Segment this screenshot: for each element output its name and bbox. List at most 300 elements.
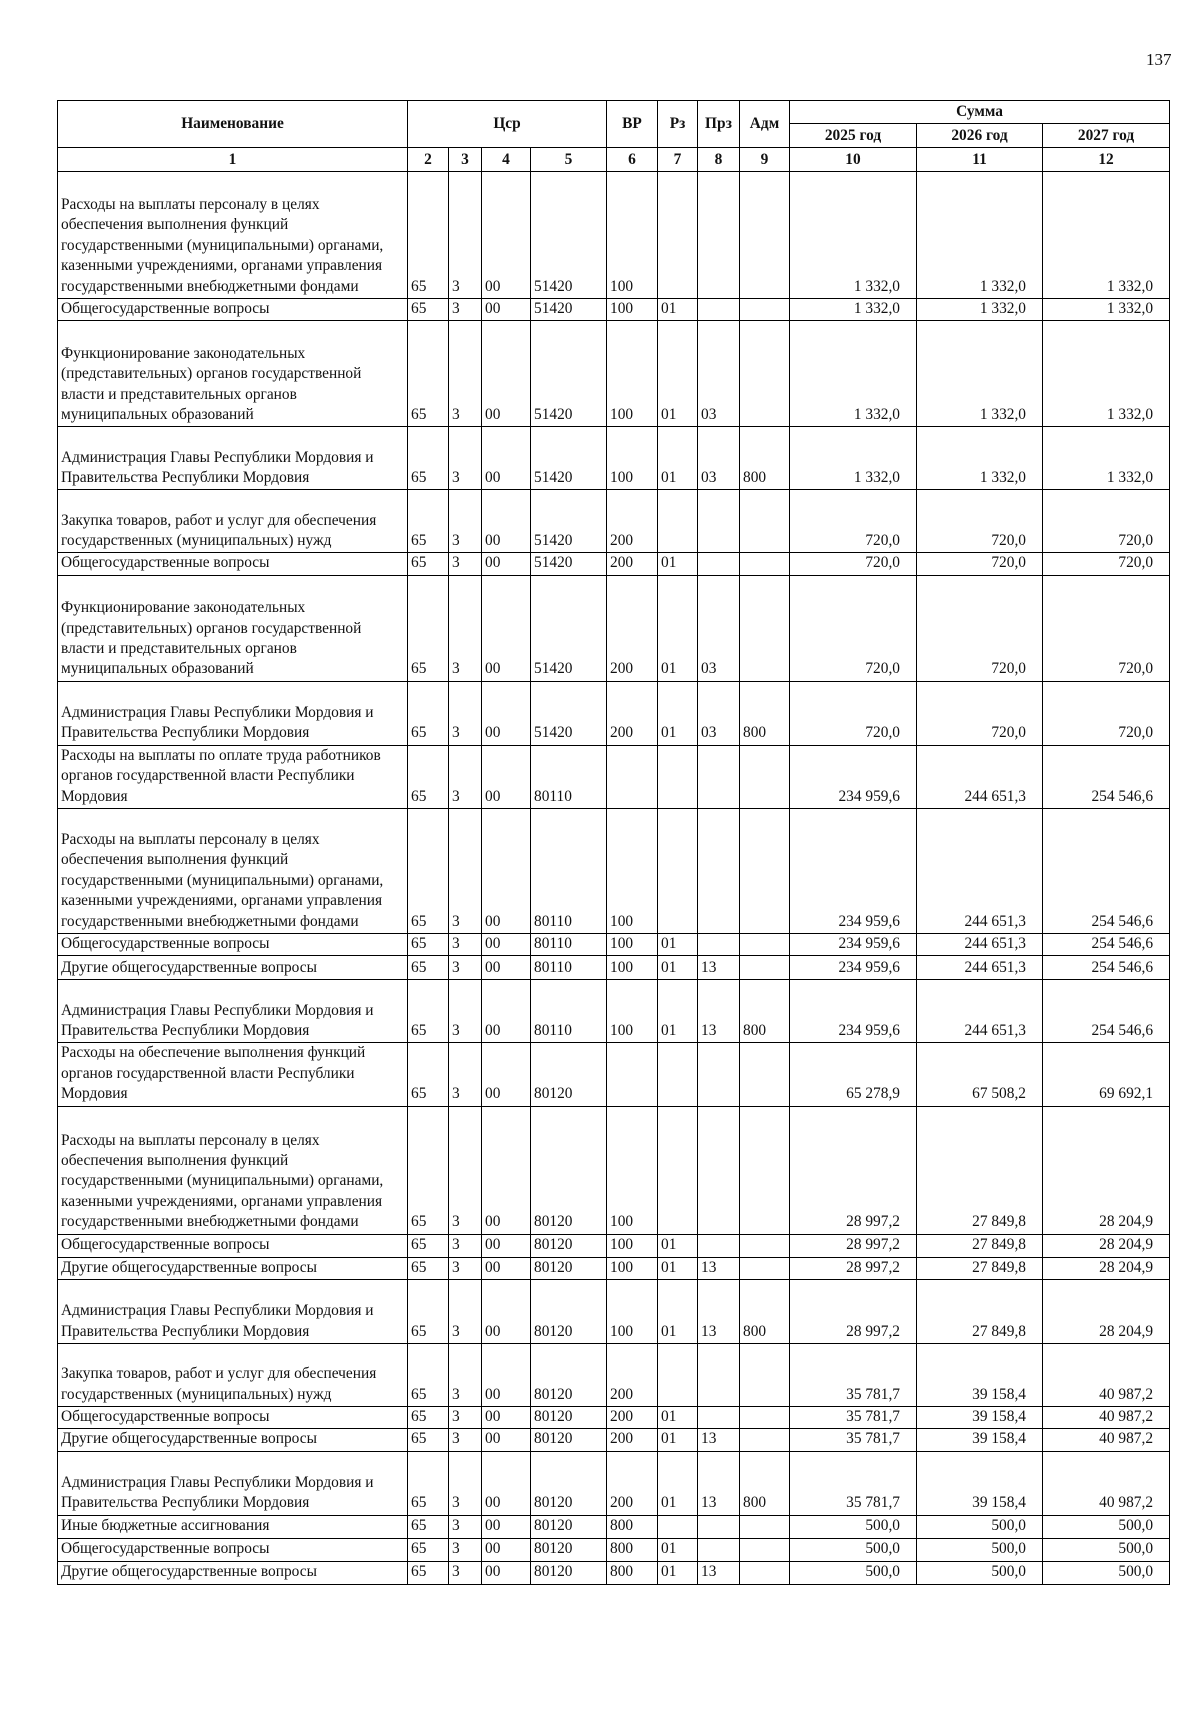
vr-cell: 200 [607,681,658,745]
prz-cell [698,934,740,956]
sum-2026-cell: 27 849,8 [917,1280,1043,1344]
csr-part-4-cell: 51420 [531,427,607,490]
rz-cell: 01 [658,1561,698,1584]
row-name-cell: Администрация Главы Республики Мордовия и Правительства Республики Мордовия [58,980,408,1043]
csr-part-3-cell: 00 [482,172,531,299]
prz-cell [698,745,740,808]
csr-part-1-cell: 65 [408,1234,449,1257]
csr-part-3-cell: 00 [482,575,531,681]
sum-2026-cell: 500,0 [917,1538,1043,1561]
row-name-cell: Другие общегосударственные вопросы [58,1257,408,1279]
prz-cell: 03 [698,575,740,681]
adm-cell [740,1043,790,1106]
csr-part-1-cell: 65 [408,1043,449,1106]
row-name-cell: Другие общегосударственные вопросы [58,956,408,980]
sum-2025-cell: 1 332,0 [790,321,917,427]
sum-2025-cell: 720,0 [790,575,917,681]
table-row [58,934,1170,956]
sum-2027-cell: 69 692,1 [1043,1043,1170,1106]
adm-cell [740,1106,790,1234]
csr-part-2-cell: 3 [449,575,482,681]
csr-part-2-cell: 3 [449,809,482,934]
table-row [58,1106,1170,1234]
header-name: Наименование [58,101,408,148]
prz-cell: 13 [698,1451,740,1515]
csr-part-3-cell: 00 [482,809,531,934]
adm-cell: 800 [740,1280,790,1344]
sum-2027-cell: 254 546,6 [1043,980,1170,1043]
vr-cell: 800 [607,1538,658,1561]
csr-part-2-cell: 3 [449,1043,482,1106]
sum-2026-cell: 39 158,4 [917,1429,1043,1451]
sum-2026-cell: 27 849,8 [917,1106,1043,1234]
sum-2026-cell: 720,0 [917,681,1043,745]
budget-table [57,100,1170,1585]
csr-part-1-cell: 65 [408,575,449,681]
row-name-cell: Администрация Главы Республики Мордовия и Правительства Республики Мордовия [58,681,408,745]
sum-2027-cell: 720,0 [1043,681,1170,745]
prz-cell: 13 [698,956,740,980]
csr-part-3-cell: 00 [482,1280,531,1344]
rz-cell: 01 [658,681,698,745]
prz-cell: 03 [698,427,740,490]
rz-cell: 01 [658,1451,698,1515]
prz-cell [698,1043,740,1106]
sum-2025-cell: 500,0 [790,1538,917,1561]
adm-cell [740,490,790,553]
table-row [58,575,1170,681]
row-name-cell: Функционирование законодательных (представительных) органов государственной власти и представительных органов муниципальных образований [58,575,408,681]
row-name-cell: Расходы на выплаты по оплате труда работников органов государственной власти Республики Мордовия [58,745,408,808]
table-row [58,490,1170,553]
vr-cell: 100 [607,809,658,934]
vr-cell: 100 [607,1280,658,1344]
adm-cell [740,934,790,956]
sum-2027-cell: 40 987,2 [1043,1451,1170,1515]
row-name-cell: Общегосударственные вопросы [58,1234,408,1257]
prz-cell: 13 [698,1257,740,1279]
csr-part-1-cell: 65 [408,490,449,553]
prz-cell [698,1407,740,1429]
csr-part-1-cell: 65 [408,427,449,490]
vr-cell: 200 [607,1451,658,1515]
row-name-cell: Общегосударственные вопросы [58,1407,408,1429]
sum-2025-cell: 28 997,2 [790,1280,917,1344]
sum-2027-cell: 40 987,2 [1043,1407,1170,1429]
rz-cell: 01 [658,1538,698,1561]
header-row-top [58,101,1170,124]
sum-2026-cell: 244 651,3 [917,934,1043,956]
table-row [58,1257,1170,1279]
csr-part-4-cell: 51420 [531,681,607,745]
sum-2025-cell: 28 997,2 [790,1106,917,1234]
header-csr: Цср [408,101,607,148]
sum-2027-cell: 1 332,0 [1043,427,1170,490]
sum-2026-cell: 39 158,4 [917,1344,1043,1407]
rz-cell [658,172,698,299]
csr-part-1-cell: 65 [408,1344,449,1407]
header-year-2026: 2026 год [917,124,1043,148]
csr-part-3-cell: 00 [482,1561,531,1584]
vr-cell: 200 [607,1344,658,1407]
csr-part-4-cell: 51420 [531,553,607,575]
csr-part-3-cell: 00 [482,1407,531,1429]
csr-part-2-cell: 3 [449,1280,482,1344]
prz-cell [698,1515,740,1538]
prz-cell [698,490,740,553]
csr-part-3-cell: 00 [482,321,531,427]
vr-cell: 200 [607,490,658,553]
table-row [58,980,1170,1043]
csr-part-4-cell: 51420 [531,321,607,427]
sum-2025-cell: 1 332,0 [790,427,917,490]
adm-cell: 800 [740,1451,790,1515]
csr-part-1-cell: 65 [408,1407,449,1429]
sum-2025-cell: 234 959,6 [790,956,917,980]
sum-2025-cell: 28 997,2 [790,1234,917,1257]
adm-cell [740,745,790,808]
page-number: 137 [1146,50,1172,69]
sum-2025-cell: 500,0 [790,1561,917,1584]
table-row [58,1451,1170,1515]
csr-part-2-cell: 3 [449,1407,482,1429]
csr-part-2-cell: 3 [449,1344,482,1407]
table-row [58,1407,1170,1429]
csr-part-1-cell: 65 [408,745,449,808]
csr-part-4-cell: 80110 [531,956,607,980]
rz-cell [658,490,698,553]
sum-2026-cell: 500,0 [917,1561,1043,1584]
adm-cell [740,553,790,575]
csr-part-3-cell: 00 [482,1344,531,1407]
rz-cell: 01 [658,1280,698,1344]
prz-cell: 13 [698,980,740,1043]
row-name-cell: Общегосударственные вопросы [58,299,408,321]
csr-part-3-cell: 00 [482,1043,531,1106]
csr-part-4-cell: 80120 [531,1257,607,1279]
column-number: 12 [1043,148,1170,172]
row-name-cell: Расходы на выплаты персоналу в целях обеспечения выполнения функций государственными (муниципальными) органами, казенными учреждениями, органами управления государственными внебюджетными фондами [58,809,408,934]
column-number: 5 [531,148,607,172]
column-number: 6 [607,148,658,172]
prz-cell: 03 [698,321,740,427]
row-name-cell: Общегосударственные вопросы [58,1538,408,1561]
sum-2027-cell: 28 204,9 [1043,1257,1170,1279]
csr-part-2-cell: 3 [449,1451,482,1515]
csr-part-1-cell: 65 [408,1451,449,1515]
csr-part-1-cell: 65 [408,553,449,575]
row-name-cell: Закупка товаров, работ и услуг для обеспечения государственных (муниципальных) нужд [58,1344,408,1407]
csr-part-2-cell: 3 [449,490,482,553]
table-row [58,1429,1170,1451]
csr-part-4-cell: 80120 [531,1280,607,1344]
vr-cell: 200 [607,1407,658,1429]
vr-cell: 800 [607,1561,658,1584]
column-number: 3 [449,148,482,172]
csr-part-2-cell: 3 [449,553,482,575]
adm-cell: 800 [740,681,790,745]
csr-part-1-cell: 65 [408,172,449,299]
header-row-numbers [58,148,1170,172]
csr-part-2-cell: 3 [449,1515,482,1538]
rz-cell: 01 [658,427,698,490]
sum-2025-cell: 28 997,2 [790,1257,917,1279]
row-name-cell: Расходы на выплаты персоналу в целях обеспечения выполнения функций государственными (муниципальными) органами, казенными учреждениями, органами управления государственными внебюджетными фондами [58,1106,408,1234]
sum-2026-cell: 27 849,8 [917,1257,1043,1279]
rz-cell: 01 [658,321,698,427]
csr-part-3-cell: 00 [482,745,531,808]
csr-part-1-cell: 65 [408,1257,449,1279]
column-number: 11 [917,148,1043,172]
sum-2026-cell: 1 332,0 [917,299,1043,321]
adm-cell [740,1561,790,1584]
header-rz: Рз [658,101,698,148]
column-number: 2 [408,148,449,172]
sum-2026-cell: 244 651,3 [917,745,1043,808]
sum-2025-cell: 234 959,6 [790,745,917,808]
row-name-cell: Администрация Главы Республики Мордовия и Правительства Республики Мордовия [58,1280,408,1344]
row-name-cell: Расходы на выплаты персоналу в целях обеспечения выполнения функций государственными (муниципальными) органами, казенными учреждениями, органами управления государственными внебюджетными фондами [58,172,408,299]
sum-2027-cell: 254 546,6 [1043,934,1170,956]
csr-part-2-cell: 3 [449,299,482,321]
sum-2027-cell: 720,0 [1043,553,1170,575]
rz-cell [658,1515,698,1538]
row-name-cell: Администрация Главы Республики Мордовия и Правительства Республики Мордовия [58,427,408,490]
csr-part-3-cell: 00 [482,1257,531,1279]
vr-cell [607,1043,658,1106]
sum-2026-cell: 500,0 [917,1515,1043,1538]
adm-cell [740,1344,790,1407]
sum-2026-cell: 67 508,2 [917,1043,1043,1106]
csr-part-3-cell: 00 [482,934,531,956]
csr-part-1-cell: 65 [408,681,449,745]
sum-2025-cell: 500,0 [790,1515,917,1538]
sum-2026-cell: 244 651,3 [917,980,1043,1043]
adm-cell [740,1538,790,1561]
prz-cell [698,299,740,321]
sum-2026-cell: 720,0 [917,575,1043,681]
adm-cell [740,172,790,299]
rz-cell: 01 [658,980,698,1043]
sum-2027-cell: 40 987,2 [1043,1344,1170,1407]
sum-2026-cell: 1 332,0 [917,321,1043,427]
csr-part-2-cell: 3 [449,934,482,956]
csr-part-2-cell: 3 [449,1106,482,1234]
vr-cell: 100 [607,321,658,427]
table-row [58,745,1170,808]
sum-2027-cell: 1 332,0 [1043,321,1170,427]
table-row [58,1344,1170,1407]
csr-part-1-cell: 65 [408,1515,449,1538]
csr-part-4-cell: 80110 [531,934,607,956]
csr-part-1-cell: 65 [408,1280,449,1344]
csr-part-4-cell: 80120 [531,1106,607,1234]
sum-2027-cell: 1 332,0 [1043,299,1170,321]
rz-cell [658,1043,698,1106]
prz-cell [698,1234,740,1257]
sum-2027-cell: 500,0 [1043,1515,1170,1538]
csr-part-1-cell: 65 [408,809,449,934]
rz-cell: 01 [658,1429,698,1451]
table-row [58,1538,1170,1561]
csr-part-2-cell: 3 [449,172,482,299]
rz-cell [658,809,698,934]
vr-cell: 800 [607,1515,658,1538]
vr-cell [607,745,658,808]
csr-part-1-cell: 65 [408,1106,449,1234]
sum-2026-cell: 39 158,4 [917,1407,1043,1429]
adm-cell [740,575,790,681]
csr-part-2-cell: 3 [449,1257,482,1279]
row-name-cell: Функционирование законодательных (представительных) органов государственной власти и представительных органов муниципальных образований [58,321,408,427]
sum-2025-cell: 35 781,7 [790,1407,917,1429]
column-number: 7 [658,148,698,172]
adm-cell [740,1429,790,1451]
sum-2027-cell: 254 546,6 [1043,809,1170,934]
sum-2026-cell: 720,0 [917,553,1043,575]
column-number: 1 [58,148,408,172]
csr-part-4-cell: 51420 [531,172,607,299]
sum-2027-cell: 254 546,6 [1043,745,1170,808]
csr-part-4-cell: 80120 [531,1451,607,1515]
csr-part-3-cell: 00 [482,299,531,321]
prz-cell: 03 [698,681,740,745]
table-row [58,1280,1170,1344]
column-number: 4 [482,148,531,172]
prz-cell [698,1344,740,1407]
sum-2025-cell: 720,0 [790,490,917,553]
table-row [58,1234,1170,1257]
csr-part-3-cell: 00 [482,1106,531,1234]
vr-cell: 100 [607,427,658,490]
csr-part-3-cell: 00 [482,553,531,575]
adm-cell [740,1257,790,1279]
csr-part-1-cell: 65 [408,1429,449,1451]
rz-cell: 01 [658,1234,698,1257]
vr-cell: 100 [607,934,658,956]
table-row [58,956,1170,980]
csr-part-2-cell: 3 [449,745,482,808]
header-year-2025: 2025 год [790,124,917,148]
csr-part-4-cell: 80120 [531,1344,607,1407]
vr-cell: 100 [607,980,658,1043]
csr-part-1-cell: 65 [408,1538,449,1561]
row-name-cell: Другие общегосударственные вопросы [58,1429,408,1451]
sum-2025-cell: 35 781,7 [790,1429,917,1451]
csr-part-4-cell: 80120 [531,1234,607,1257]
rz-cell: 01 [658,575,698,681]
csr-part-2-cell: 3 [449,1538,482,1561]
row-name-cell: Общегосударственные вопросы [58,553,408,575]
sum-2025-cell: 720,0 [790,681,917,745]
table-row [58,1515,1170,1538]
csr-part-4-cell: 80120 [531,1429,607,1451]
rz-cell: 01 [658,1257,698,1279]
vr-cell: 200 [607,575,658,681]
sum-2026-cell: 1 332,0 [917,427,1043,490]
table-row [58,553,1170,575]
prz-cell [698,553,740,575]
column-number: 8 [698,148,740,172]
adm-cell [740,1234,790,1257]
csr-part-2-cell: 3 [449,980,482,1043]
sum-2025-cell: 65 278,9 [790,1043,917,1106]
rz-cell: 01 [658,1407,698,1429]
csr-part-4-cell: 80120 [531,1407,607,1429]
table-row [58,299,1170,321]
sum-2027-cell: 40 987,2 [1043,1429,1170,1451]
csr-part-3-cell: 00 [482,1538,531,1561]
prz-cell: 13 [698,1561,740,1584]
table-row [58,172,1170,299]
rz-cell [658,745,698,808]
adm-cell [740,321,790,427]
csr-part-2-cell: 3 [449,1429,482,1451]
header-year-2027: 2027 год [1043,124,1170,148]
table-row [58,681,1170,745]
table-row [58,427,1170,490]
rz-cell: 01 [658,553,698,575]
csr-part-4-cell: 80110 [531,980,607,1043]
csr-part-2-cell: 3 [449,1561,482,1584]
vr-cell: 100 [607,172,658,299]
header-adm: Адм [740,101,790,148]
vr-cell: 100 [607,1106,658,1234]
csr-part-3-cell: 00 [482,1234,531,1257]
csr-part-3-cell: 00 [482,1515,531,1538]
sum-2027-cell: 720,0 [1043,490,1170,553]
row-name-cell: Другие общегосударственные вопросы [58,1561,408,1584]
adm-cell [740,1515,790,1538]
csr-part-4-cell: 80110 [531,809,607,934]
csr-part-1-cell: 65 [408,934,449,956]
table-row [58,809,1170,934]
csr-part-2-cell: 3 [449,321,482,427]
sum-2027-cell: 500,0 [1043,1538,1170,1561]
csr-part-2-cell: 3 [449,1234,482,1257]
csr-part-1-cell: 65 [408,1561,449,1584]
sum-2025-cell: 1 332,0 [790,299,917,321]
csr-part-1-cell: 65 [408,299,449,321]
vr-cell: 200 [607,553,658,575]
csr-part-3-cell: 00 [482,980,531,1043]
adm-cell [740,809,790,934]
sum-2026-cell: 244 651,3 [917,809,1043,934]
row-name-cell: Администрация Главы Республики Мордовия и Правительства Республики Мордовия [58,1451,408,1515]
vr-cell: 100 [607,1257,658,1279]
sum-2027-cell: 500,0 [1043,1561,1170,1584]
csr-part-3-cell: 00 [482,681,531,745]
row-name-cell: Общегосударственные вопросы [58,934,408,956]
prz-cell: 13 [698,1280,740,1344]
csr-part-3-cell: 00 [482,1429,531,1451]
adm-cell [740,299,790,321]
sum-2026-cell: 720,0 [917,490,1043,553]
sum-2025-cell: 234 959,6 [790,934,917,956]
row-name-cell: Иные бюджетные ассигнования [58,1515,408,1538]
csr-part-3-cell: 00 [482,427,531,490]
rz-cell: 01 [658,956,698,980]
table-row [58,1561,1170,1584]
sum-2027-cell: 254 546,6 [1043,956,1170,980]
vr-cell: 100 [607,299,658,321]
column-number: 10 [790,148,917,172]
sum-2025-cell: 234 959,6 [790,809,917,934]
prz-cell [698,1106,740,1234]
rz-cell: 01 [658,934,698,956]
vr-cell: 100 [607,956,658,980]
sum-2026-cell: 1 332,0 [917,172,1043,299]
